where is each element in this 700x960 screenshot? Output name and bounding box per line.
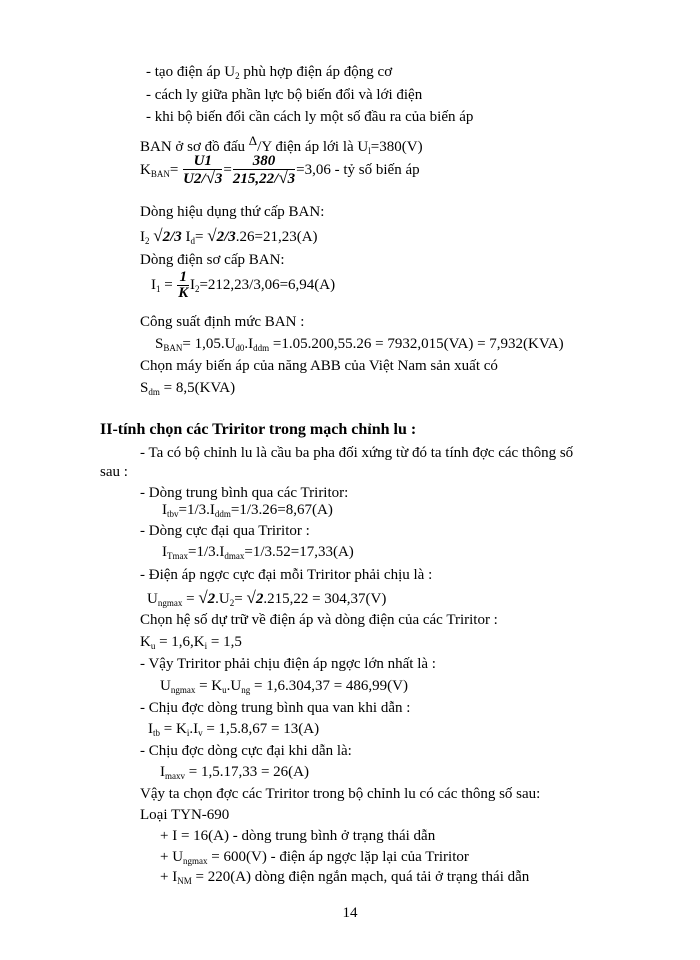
line-primary-heading: Dòng điện sơ cấp BAN: bbox=[140, 252, 285, 268]
para-intro-cont: sau : bbox=[100, 464, 128, 480]
item-average-current: - Dòng trung bình qua các Triritor: bbox=[140, 485, 349, 501]
line-rated-s: $S_{dm} = 8,5(KVA)$ bbox=[140, 380, 236, 397]
line-secondary-current: $I_2$ √2/3 $I_d= √2/3.26=21,23(A)$ bbox=[140, 226, 318, 246]
line-purpose-2: - cách ly giữa phần lực bộ biến đổi và lới điện bbox=[146, 87, 423, 103]
line-primary-current: $I_1$ = $\frac{1}{K}$ $I_2=212,23/3,06=6,94(A)$ bbox=[151, 269, 336, 302]
model-name: Loại TYN-690 bbox=[140, 807, 230, 823]
formula-itmax: $I_{Tmax}=1/3.I_{dmax}=1/3.52=17,33(A)$ bbox=[162, 544, 354, 561]
item-reverse-voltage: - Điện áp ngợc cực đại mỗi Triritor phải chịu là : bbox=[140, 567, 433, 583]
line-transformer-connection: BAN ở sơ đồ đấu $^\Delta$/Y điện áp lới là $U_l=380(V)$ bbox=[140, 133, 423, 156]
line-rated-power: $S_{BAN}= 1,05.U_{d0}.I_{ddm} =1.05.200,55.26 = 7932,015(VA) = 7,932(KVA)$ bbox=[155, 336, 564, 353]
para-selection: Vậy ta chọn đợc các Triritor trong bộ chỉnh lu có các thông số sau: bbox=[140, 786, 541, 802]
para-intro: - Ta có bộ chỉnh lu là cầu ba pha đối xứng từ đó ta tính đợc các thông số bbox=[140, 445, 574, 461]
spec-short-circuit: + $I_{NM} = 220(A)$ dòng điện ngắn mạch, quá tải ở trạng thái dẫn bbox=[160, 869, 530, 886]
page-number: 14 bbox=[342, 905, 358, 921]
item-safety-factor: Chọn hệ số dự trữ về điện áp và dòng điện của các Triritor : bbox=[140, 612, 498, 628]
line-secondary-heading: Dòng hiệu dụng thứ cấp BAN: bbox=[140, 204, 325, 220]
spec-current: + I = 16(A) - dòng trung bình ở trạng thái dẫn bbox=[160, 828, 436, 844]
line-transformer-ratio: $K_{BAN}=$ $\frac{U1}{U2/√3}$ = $\frac{380}{215,22/√3}$ =3,06 - tỷ số biến áp bbox=[140, 153, 420, 188]
formula-imaxv: $I_{maxv} = 1,5.17,33 = 26(A)$ bbox=[160, 764, 309, 781]
formula-itbv: $I_{tbv}=1/3.I_{ddm}=1/3.26=8,67(A)$ bbox=[162, 502, 333, 519]
delta-symbol: Δ bbox=[248, 133, 258, 148]
fraction-380: $\frac{380}{215,22/√3}$ bbox=[232, 153, 296, 188]
fraction-one-over-k: $\frac{1}{K}$ bbox=[178, 269, 189, 302]
item-max-current: - Dòng cực đại qua Triritor : bbox=[140, 523, 310, 539]
line-rated-power-heading: Công suất định mức BAN : bbox=[140, 314, 305, 330]
fraction-u1-u2: $\frac{U1}{U2/√3}$ bbox=[183, 153, 223, 188]
line-purpose-1: - tạo điện áp $U_2$ phù hợp điện áp động cơ bbox=[146, 64, 393, 81]
formula-ku-ki: $K_u = 1,6,K_i = 1,5$ bbox=[140, 634, 242, 651]
line-purpose-3: - khi bộ biến đổi cần cách ly một số đầu ra của biến áp bbox=[146, 109, 474, 125]
formula-ungmax-final: $U_{ngmax} = K_u.U_{ng} = 1,6.304,37 = 486,99(V)$ bbox=[160, 678, 408, 695]
section-heading: II-tính chọn các Triritor trong mạch chỉnh lu : bbox=[100, 421, 417, 438]
spec-voltage: + $U_{ngmax} = 600(V)$ - điện áp ngợc lặp lại của Triritor bbox=[160, 849, 469, 866]
line-choose-transformer: Chọn máy biến áp của năng ABB của Việt Nam sản xuất có bbox=[140, 358, 498, 374]
item-max-conduct: - Chịu đợc dòng cực đại khi dẫn là: bbox=[140, 743, 352, 759]
item-max-reverse: - Vậy Triritor phải chịu điện áp ngợc lớn nhất là : bbox=[140, 656, 436, 672]
formula-itb: $I_{tb} = K_i.I_v = 1,5.8,67 = 13(A)$ bbox=[148, 721, 320, 738]
item-avg-conduct: - Chịu đợc dòng trung bình qua van khi dẫn : bbox=[140, 700, 411, 716]
formula-ungmax: $U_{ngmax} = √2.U_2= √2.215,22 = 304,37(V)$ bbox=[147, 588, 387, 608]
